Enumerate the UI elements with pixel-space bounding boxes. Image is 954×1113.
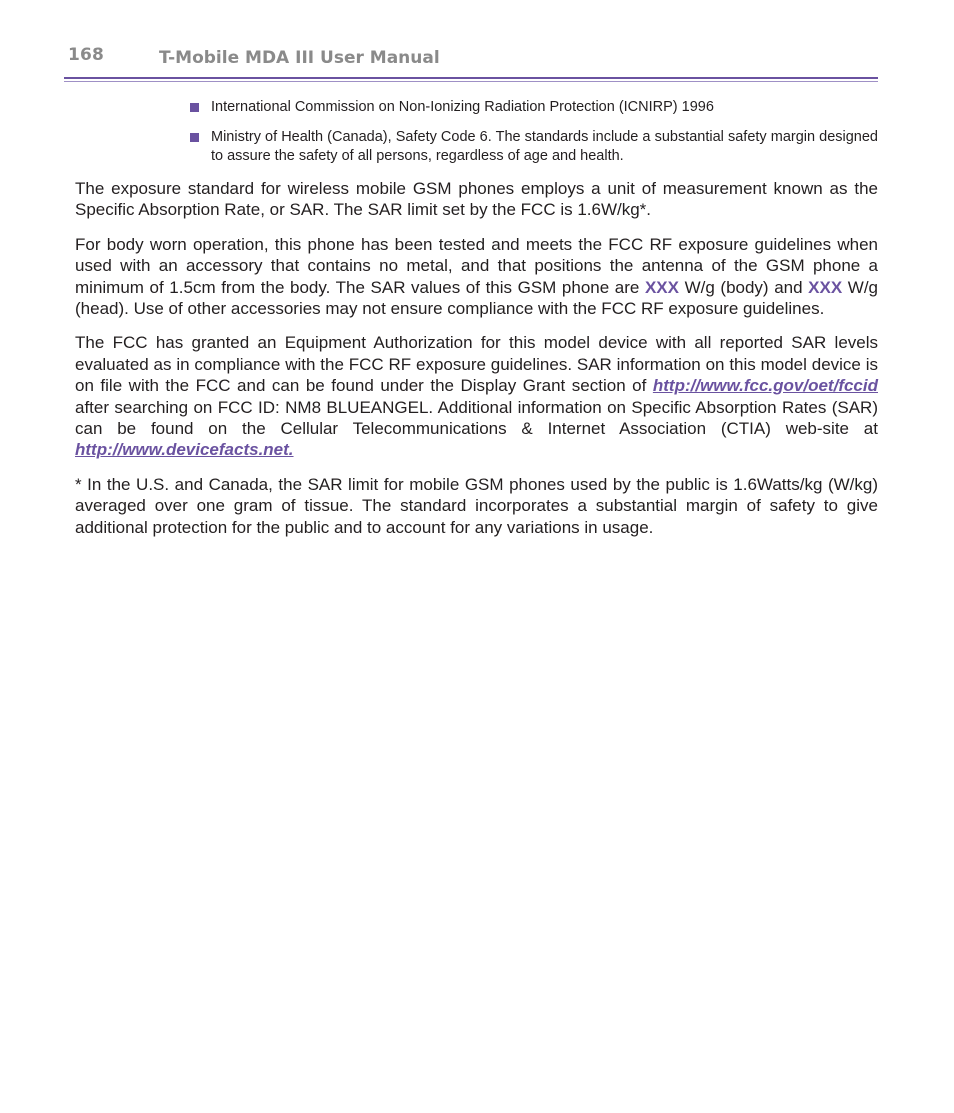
list-item: [190, 128, 878, 166]
header-rule: [64, 77, 878, 79]
manual-title: T-Mobile MDA III User Manual: [159, 48, 440, 68]
list-item-text: Ministry of Health (Canada), Safety Code 6. The standards include a substantial safety margin designed to assure the safety of all persons, regardless of age and health.: [211, 129, 878, 164]
sar-definition-paragraph: The exposure standard for wireless mobile GSM phones employs a unit of measurement known as the Specific Absorption Rate, or SAR. The SAR limit set by the FCC is 1.6W/kg*.: [75, 179, 878, 220]
paragraph-text: W/g (head). Use of other accessories may not ensure compliance with the FCC RF exposure guidelines.: [75, 277, 879, 319]
paragraph-text: For body worn operation, this phone has been tested and meets the FCC RF exposure guidelines when used with an accessory that contains no metal, and that positions the antenna of the GSM phone a minimum of 1.5cm from the body. The SAR values of this GSM phone are: [75, 234, 878, 297]
fcc-link[interactable]: http://www.fcc.gov/oet/fccid: [652, 376, 878, 396]
paragraph-text: The FCC has granted an Equipment Authorization for this model device with all reported SAR levels evaluated as in compliance with the FCC RF exposure guidelines. SAR information on this model device is on file with the FCC and can be found under the Display Grant section of: [75, 333, 878, 396]
standards-list: [190, 98, 878, 177]
sar-body-value: XXX: [644, 277, 679, 297]
header-rule-thin: [64, 81, 878, 82]
body-worn-paragraph: [75, 234, 878, 320]
page-number: 168: [68, 45, 105, 65]
fcc-authorization-paragraph: [75, 332, 878, 460]
devicefacts-link[interactable]: http://www.devicefacts.net.: [75, 440, 294, 460]
body-text: [75, 178, 878, 551]
paragraph-text: after searching on FCC ID: NM8 BLUEANGEL. Additional information on Specific Absorption Rates (SAR) can be found on the Cellular Telecommunications & Internet Association (CTIA) web-site at: [75, 397, 878, 439]
paragraph-text: W/g (body) and: [679, 277, 809, 297]
square-bullet-icon: [190, 103, 199, 112]
sar-head-value: XXX: [808, 277, 843, 297]
list-item-text: International Commission on Non-Ionizing Radiation Protection (ICNIRP) 1996: [211, 99, 714, 115]
square-bullet-icon: [190, 133, 199, 142]
list-item: [190, 98, 878, 117]
sar-limit-footnote: * In the U.S. and Canada, the SAR limit for mobile GSM phones used by the public is 1.6Watts/kg (W/kg) averaged over one gram of tissue. The standard incorporates a substantial margin of safety to give additional protection for the public and to account for any variations in usage.: [75, 474, 878, 537]
